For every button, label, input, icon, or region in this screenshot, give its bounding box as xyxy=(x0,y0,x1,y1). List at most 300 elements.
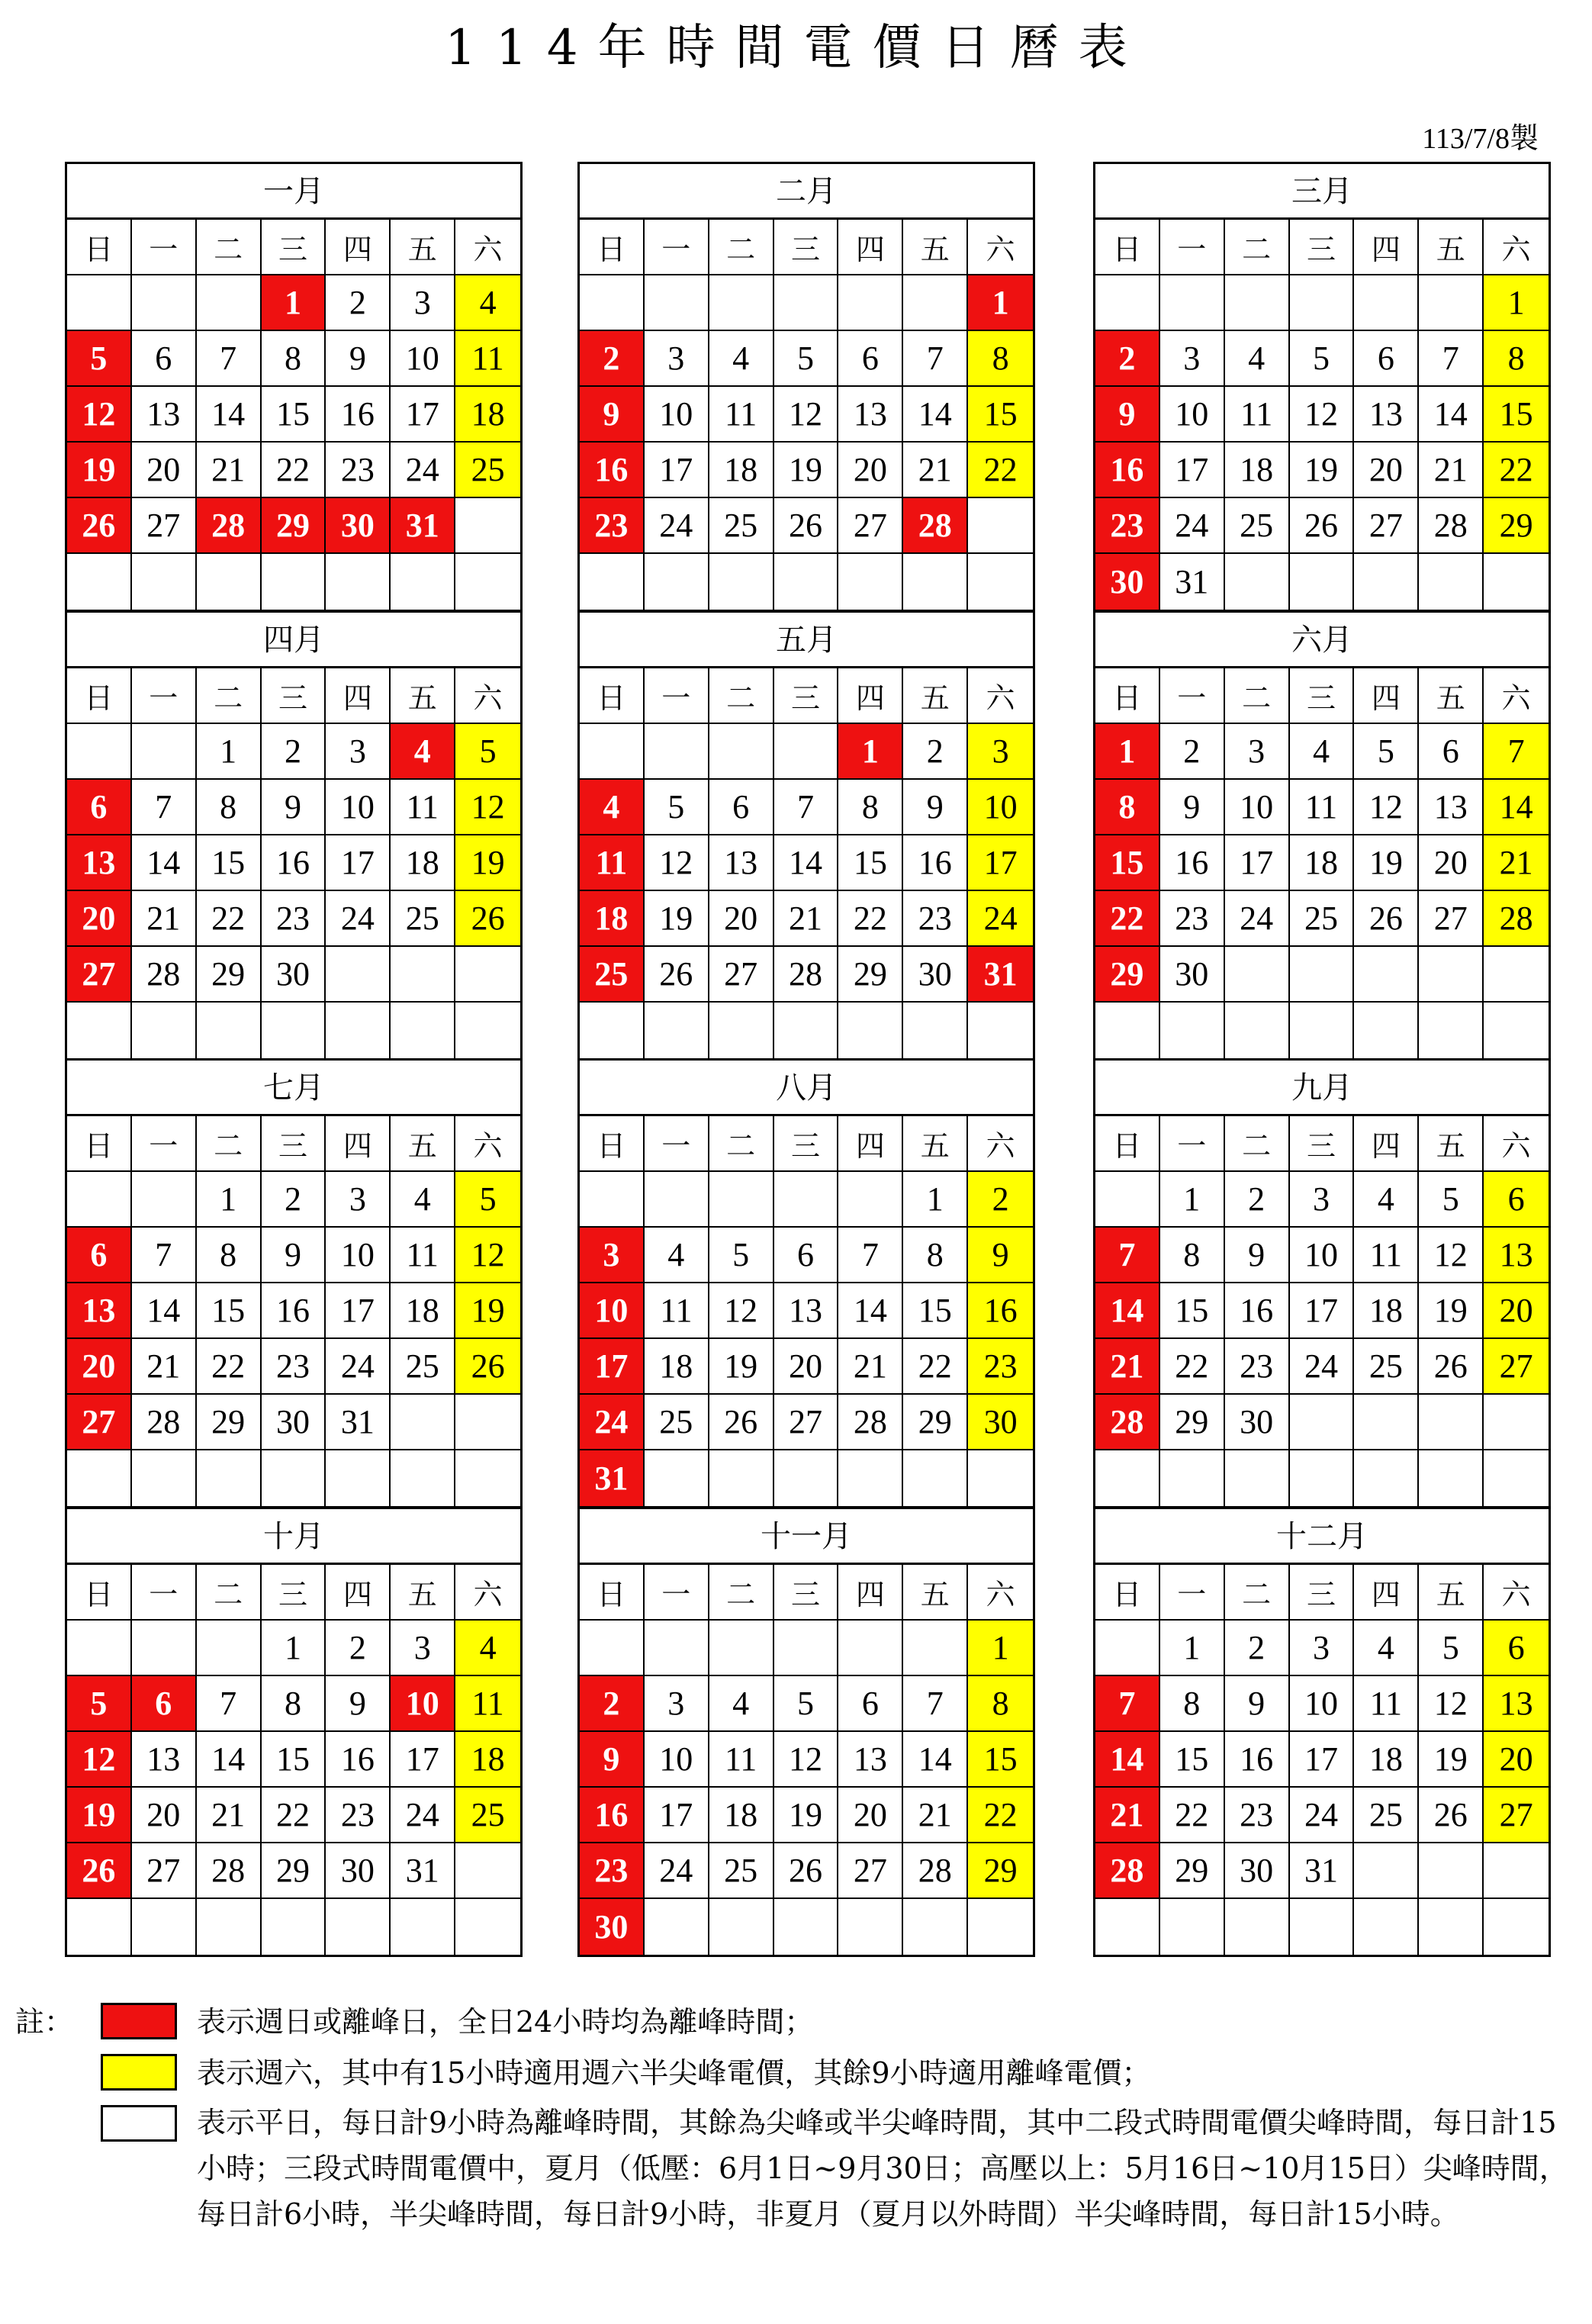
weekday-header: 六 xyxy=(455,1565,520,1621)
day-cell: 30 xyxy=(1225,1843,1290,1899)
weekday-header: 二 xyxy=(709,1565,774,1621)
day-cell: 8 xyxy=(1484,331,1549,387)
day-cell: 28 xyxy=(903,498,968,554)
empty-cell xyxy=(67,554,132,610)
weekday-header: 三 xyxy=(774,668,839,724)
day-cell: 11 xyxy=(1354,1676,1419,1732)
day-cell: 18 xyxy=(391,835,455,891)
weekday-header: 二 xyxy=(709,1116,774,1172)
day-cell: 24 xyxy=(1225,891,1290,947)
weekday-header: 二 xyxy=(197,1565,262,1621)
day-cell: 30 xyxy=(968,1395,1033,1450)
day-cell: 19 xyxy=(774,1788,839,1843)
empty-cell xyxy=(774,554,839,610)
day-cell: 25 xyxy=(1354,1788,1419,1843)
empty-cell xyxy=(1095,275,1160,331)
empty-cell xyxy=(903,1621,968,1676)
day-cell: 2 xyxy=(326,275,391,331)
day-cell: 13 xyxy=(67,1283,132,1339)
day-cell: 10 xyxy=(391,1676,455,1732)
day-cell: 11 xyxy=(1290,780,1355,835)
legend-white-swatch xyxy=(101,2105,177,2142)
weekday-header: 四 xyxy=(326,1565,391,1621)
empty-cell xyxy=(1354,1899,1419,1955)
empty-cell xyxy=(1354,1843,1419,1899)
day-cell: 22 xyxy=(1095,891,1160,947)
empty-cell xyxy=(838,1899,903,1955)
day-cell: 28 xyxy=(197,1843,262,1899)
empty-cell xyxy=(1419,275,1484,331)
day-cell: 15 xyxy=(968,387,1033,443)
day-cell: 23 xyxy=(326,1788,391,1843)
empty-cell xyxy=(903,275,968,331)
day-cell: 22 xyxy=(968,1788,1033,1843)
empty-cell xyxy=(645,1899,709,1955)
day-cell: 27 xyxy=(67,947,132,1003)
day-cell: 29 xyxy=(197,1395,262,1450)
month-title: 五月 xyxy=(580,613,1033,668)
weekday-header: 一 xyxy=(645,1116,709,1172)
empty-cell xyxy=(262,1450,326,1506)
weekday-header: 四 xyxy=(1354,1116,1419,1172)
day-cell: 14 xyxy=(1484,780,1549,835)
day-cell: 19 xyxy=(455,835,520,891)
empty-cell xyxy=(645,1003,709,1058)
empty-cell xyxy=(1225,275,1290,331)
day-cell: 27 xyxy=(1419,891,1484,947)
day-cell: 11 xyxy=(645,1283,709,1339)
day-cell: 10 xyxy=(391,331,455,387)
empty-cell xyxy=(580,1003,645,1058)
day-cell: 12 xyxy=(774,1732,839,1788)
month-block xyxy=(577,1507,1035,1957)
day-cell: 4 xyxy=(455,1621,520,1676)
empty-cell xyxy=(262,1003,326,1058)
day-cell: 27 xyxy=(1484,1339,1549,1395)
empty-cell xyxy=(1290,1899,1355,1955)
weekday-header: 一 xyxy=(645,1565,709,1621)
day-cell: 11 xyxy=(1354,1228,1419,1283)
day-cell: 15 xyxy=(1484,387,1549,443)
empty-cell xyxy=(1354,554,1419,610)
day-cell: 22 xyxy=(197,891,262,947)
day-cell: 15 xyxy=(1095,835,1160,891)
day-cell: 2 xyxy=(262,1172,326,1228)
empty-cell xyxy=(1484,1003,1549,1058)
empty-cell xyxy=(1290,554,1355,610)
empty-cell xyxy=(968,1899,1033,1955)
month-block xyxy=(577,1058,1035,1508)
day-cell: 20 xyxy=(838,1788,903,1843)
empty-cell xyxy=(580,554,645,610)
day-cell: 22 xyxy=(262,443,326,498)
empty-cell xyxy=(391,1003,455,1058)
day-cell: 28 xyxy=(1484,891,1549,947)
weekday-header: 六 xyxy=(1484,1116,1549,1172)
day-cell: 6 xyxy=(1484,1621,1549,1676)
day-cell: 16 xyxy=(326,387,391,443)
day-cell: 28 xyxy=(132,947,197,1003)
day-cell: 2 xyxy=(903,724,968,780)
empty-cell xyxy=(197,1899,262,1955)
empty-cell xyxy=(645,1172,709,1228)
weekday-header: 三 xyxy=(262,220,326,275)
day-cell: 3 xyxy=(580,1228,645,1283)
legend-yellow-text: 表示週六，其中有15小時適用週六半尖峰電價，其餘9小時適用離峰電價； xyxy=(197,2056,1151,2090)
empty-cell xyxy=(1095,1899,1160,1955)
empty-cell xyxy=(1225,1899,1290,1955)
empty-cell xyxy=(968,554,1033,610)
day-cell: 7 xyxy=(838,1228,903,1283)
empty-cell xyxy=(709,724,774,780)
day-cell: 21 xyxy=(903,1788,968,1843)
day-cell: 7 xyxy=(774,780,839,835)
day-cell: 28 xyxy=(838,1395,903,1450)
empty-cell xyxy=(774,1899,839,1955)
weekday-header: 一 xyxy=(645,668,709,724)
day-cell: 12 xyxy=(1354,780,1419,835)
weekday-header: 一 xyxy=(1160,668,1225,724)
weekday-header: 五 xyxy=(1419,1565,1484,1621)
day-cell: 22 xyxy=(1484,443,1549,498)
empty-cell xyxy=(1354,1003,1419,1058)
empty-cell xyxy=(197,275,262,331)
day-cell: 19 xyxy=(455,1283,520,1339)
day-cell: 29 xyxy=(262,498,326,554)
day-cell: 23 xyxy=(262,891,326,947)
day-cell: 25 xyxy=(709,1843,774,1899)
weekday-header: 日 xyxy=(67,1116,132,1172)
weekday-header: 六 xyxy=(968,668,1033,724)
day-cell: 15 xyxy=(197,835,262,891)
empty-cell xyxy=(1484,947,1549,1003)
day-cell: 11 xyxy=(391,1228,455,1283)
day-cell: 18 xyxy=(1354,1732,1419,1788)
empty-cell xyxy=(326,947,391,1003)
empty-cell xyxy=(132,1899,197,1955)
empty-cell xyxy=(262,1899,326,1955)
day-cell: 24 xyxy=(968,891,1033,947)
day-cell: 23 xyxy=(1160,891,1225,947)
day-cell: 2 xyxy=(580,331,645,387)
day-cell: 30 xyxy=(1095,554,1160,610)
empty-cell xyxy=(67,1172,132,1228)
weekday-header: 三 xyxy=(1290,1565,1355,1621)
weekday-header: 三 xyxy=(262,668,326,724)
empty-cell xyxy=(455,498,520,554)
day-cell: 20 xyxy=(1354,443,1419,498)
empty-cell xyxy=(1419,1450,1484,1506)
weekday-header: 六 xyxy=(455,1116,520,1172)
weekday-header: 三 xyxy=(774,220,839,275)
weekday-header: 四 xyxy=(1354,220,1419,275)
day-cell: 12 xyxy=(709,1283,774,1339)
day-cell: 11 xyxy=(580,835,645,891)
day-cell: 11 xyxy=(391,780,455,835)
day-cell: 14 xyxy=(132,835,197,891)
day-cell: 18 xyxy=(455,387,520,443)
empty-cell xyxy=(1290,275,1355,331)
day-cell: 21 xyxy=(1095,1339,1160,1395)
day-cell: 13 xyxy=(132,387,197,443)
day-cell: 8 xyxy=(1095,780,1160,835)
day-cell: 7 xyxy=(132,1228,197,1283)
empty-cell xyxy=(838,1003,903,1058)
day-cell: 27 xyxy=(1354,498,1419,554)
day-cell: 7 xyxy=(197,1676,262,1732)
weekday-header: 六 xyxy=(1484,220,1549,275)
month-block xyxy=(65,1058,523,1508)
empty-cell xyxy=(326,1450,391,1506)
empty-cell xyxy=(580,275,645,331)
day-cell: 19 xyxy=(774,443,839,498)
empty-cell xyxy=(455,1450,520,1506)
empty-cell xyxy=(709,554,774,610)
empty-cell xyxy=(968,1450,1033,1506)
weekday-header: 日 xyxy=(1095,1565,1160,1621)
day-cell: 23 xyxy=(1225,1788,1290,1843)
day-cell: 24 xyxy=(1160,498,1225,554)
day-cell: 17 xyxy=(391,1732,455,1788)
day-cell: 4 xyxy=(391,724,455,780)
day-cell: 24 xyxy=(326,1339,391,1395)
weekday-header: 六 xyxy=(968,220,1033,275)
day-cell: 18 xyxy=(709,443,774,498)
day-cell: 14 xyxy=(774,835,839,891)
day-cell: 30 xyxy=(262,1395,326,1450)
day-cell: 2 xyxy=(580,1676,645,1732)
day-cell: 6 xyxy=(774,1228,839,1283)
empty-cell xyxy=(1225,1450,1290,1506)
day-cell: 26 xyxy=(645,947,709,1003)
day-cell: 27 xyxy=(132,1843,197,1899)
day-cell: 7 xyxy=(132,780,197,835)
day-cell: 20 xyxy=(709,891,774,947)
day-cell: 4 xyxy=(455,275,520,331)
day-cell: 12 xyxy=(1419,1676,1484,1732)
month-grid xyxy=(1095,220,1549,610)
day-cell: 29 xyxy=(197,947,262,1003)
weekday-header: 日 xyxy=(67,668,132,724)
day-cell: 26 xyxy=(774,1843,839,1899)
day-cell: 9 xyxy=(1160,780,1225,835)
day-cell: 8 xyxy=(968,1676,1033,1732)
day-cell: 25 xyxy=(1290,891,1355,947)
month-title: 四月 xyxy=(67,613,520,668)
day-cell: 28 xyxy=(1095,1395,1160,1450)
day-cell: 8 xyxy=(262,1676,326,1732)
day-cell: 24 xyxy=(645,498,709,554)
day-cell: 14 xyxy=(197,1732,262,1788)
day-cell: 20 xyxy=(1484,1732,1549,1788)
day-cell: 17 xyxy=(968,835,1033,891)
day-cell: 1 xyxy=(262,1621,326,1676)
weekday-header: 二 xyxy=(709,220,774,275)
weekday-header: 一 xyxy=(1160,1565,1225,1621)
day-cell: 27 xyxy=(774,1395,839,1450)
day-cell: 13 xyxy=(838,1732,903,1788)
month-block xyxy=(65,1507,523,1957)
day-cell: 15 xyxy=(838,835,903,891)
day-cell: 7 xyxy=(1095,1676,1160,1732)
month-block xyxy=(65,610,523,1061)
weekday-header: 五 xyxy=(391,668,455,724)
day-cell: 5 xyxy=(67,331,132,387)
weekday-header: 四 xyxy=(1354,668,1419,724)
day-cell: 26 xyxy=(774,498,839,554)
day-cell: 9 xyxy=(580,1732,645,1788)
weekday-header: 日 xyxy=(1095,668,1160,724)
weekday-header: 六 xyxy=(968,1565,1033,1621)
empty-cell xyxy=(1419,1395,1484,1450)
day-cell: 4 xyxy=(645,1228,709,1283)
day-cell: 18 xyxy=(580,891,645,947)
day-cell: 11 xyxy=(709,387,774,443)
weekday-header: 一 xyxy=(132,220,197,275)
day-cell: 15 xyxy=(262,387,326,443)
month-title: 七月 xyxy=(67,1061,520,1116)
day-cell: 7 xyxy=(1095,1228,1160,1283)
empty-cell xyxy=(903,554,968,610)
empty-cell xyxy=(132,1450,197,1506)
day-cell: 10 xyxy=(326,780,391,835)
weekday-header: 二 xyxy=(197,1116,262,1172)
month-block xyxy=(1093,162,1551,612)
empty-cell xyxy=(774,1621,839,1676)
day-cell: 1 xyxy=(903,1172,968,1228)
empty-cell xyxy=(1354,275,1419,331)
day-cell: 28 xyxy=(1419,498,1484,554)
weekday-header: 五 xyxy=(391,220,455,275)
empty-cell xyxy=(774,1172,839,1228)
month-block xyxy=(577,610,1035,1061)
day-cell: 31 xyxy=(580,1450,645,1506)
day-cell: 15 xyxy=(903,1283,968,1339)
day-cell: 22 xyxy=(838,891,903,947)
weekday-header: 四 xyxy=(326,668,391,724)
empty-cell xyxy=(1160,1450,1225,1506)
day-cell: 13 xyxy=(1484,1228,1549,1283)
day-cell: 5 xyxy=(1290,331,1355,387)
day-cell: 11 xyxy=(455,331,520,387)
weekday-header: 日 xyxy=(1095,220,1160,275)
day-cell: 2 xyxy=(1095,331,1160,387)
month-block xyxy=(65,162,523,612)
day-cell: 10 xyxy=(1290,1676,1355,1732)
empty-cell xyxy=(1354,947,1419,1003)
weekday-header: 三 xyxy=(774,1116,839,1172)
empty-cell xyxy=(1354,1450,1419,1506)
day-cell: 31 xyxy=(326,1395,391,1450)
day-cell: 13 xyxy=(1354,387,1419,443)
month-grid xyxy=(1095,668,1549,1058)
day-cell: 3 xyxy=(1225,724,1290,780)
day-cell: 13 xyxy=(132,1732,197,1788)
empty-cell xyxy=(709,1621,774,1676)
month-title: 一月 xyxy=(67,164,520,220)
month-title: 二月 xyxy=(580,164,1033,220)
day-cell: 23 xyxy=(903,891,968,947)
empty-cell xyxy=(67,1003,132,1058)
day-cell: 31 xyxy=(391,498,455,554)
empty-cell xyxy=(709,1003,774,1058)
day-cell: 19 xyxy=(67,1788,132,1843)
day-cell: 24 xyxy=(391,1788,455,1843)
day-cell: 15 xyxy=(1160,1283,1225,1339)
weekday-header: 日 xyxy=(580,1116,645,1172)
empty-cell xyxy=(455,947,520,1003)
day-cell: 8 xyxy=(1160,1228,1225,1283)
weekday-header: 五 xyxy=(903,1565,968,1621)
day-cell: 7 xyxy=(1419,331,1484,387)
month-block xyxy=(1093,610,1551,1061)
month-block xyxy=(1093,1058,1551,1508)
day-cell: 3 xyxy=(968,724,1033,780)
day-cell: 9 xyxy=(262,780,326,835)
day-cell: 28 xyxy=(774,947,839,1003)
day-cell: 22 xyxy=(262,1788,326,1843)
day-cell: 5 xyxy=(455,724,520,780)
day-cell: 26 xyxy=(1419,1788,1484,1843)
empty-cell xyxy=(391,1450,455,1506)
empty-cell xyxy=(1484,1899,1549,1955)
day-cell: 14 xyxy=(838,1283,903,1339)
empty-cell xyxy=(580,1621,645,1676)
weekday-header: 二 xyxy=(1225,668,1290,724)
day-cell: 18 xyxy=(1225,443,1290,498)
empty-cell xyxy=(326,554,391,610)
weekday-header: 五 xyxy=(1419,220,1484,275)
empty-cell xyxy=(132,554,197,610)
empty-cell xyxy=(1290,1003,1355,1058)
day-cell: 20 xyxy=(67,1339,132,1395)
day-cell: 26 xyxy=(455,1339,520,1395)
day-cell: 20 xyxy=(1419,835,1484,891)
month-block xyxy=(1093,1507,1551,1957)
day-cell: 28 xyxy=(197,498,262,554)
weekday-header: 二 xyxy=(709,668,774,724)
empty-cell xyxy=(1095,1621,1160,1676)
day-cell: 12 xyxy=(645,835,709,891)
day-cell: 12 xyxy=(1290,387,1355,443)
day-cell: 25 xyxy=(1225,498,1290,554)
empty-cell xyxy=(1160,1003,1225,1058)
day-cell: 20 xyxy=(838,443,903,498)
day-cell: 9 xyxy=(262,1228,326,1283)
empty-cell xyxy=(1484,1395,1549,1450)
weekday-header: 五 xyxy=(391,1116,455,1172)
day-cell: 1 xyxy=(1095,724,1160,780)
day-cell: 19 xyxy=(1290,443,1355,498)
month-title: 十二月 xyxy=(1095,1509,1549,1565)
day-cell: 26 xyxy=(1290,498,1355,554)
day-cell: 23 xyxy=(580,1843,645,1899)
weekday-header: 二 xyxy=(1225,1565,1290,1621)
month-grid xyxy=(67,220,520,610)
weekday-header: 五 xyxy=(1419,1116,1484,1172)
weekday-header: 四 xyxy=(838,1116,903,1172)
weekday-header: 四 xyxy=(326,1116,391,1172)
weekday-header: 四 xyxy=(838,1565,903,1621)
empty-cell xyxy=(455,1003,520,1058)
day-cell: 13 xyxy=(1419,780,1484,835)
day-cell: 8 xyxy=(262,331,326,387)
day-cell: 18 xyxy=(455,1732,520,1788)
day-cell: 14 xyxy=(903,387,968,443)
month-grid xyxy=(67,668,520,1058)
day-cell: 27 xyxy=(132,498,197,554)
empty-cell xyxy=(455,554,520,610)
